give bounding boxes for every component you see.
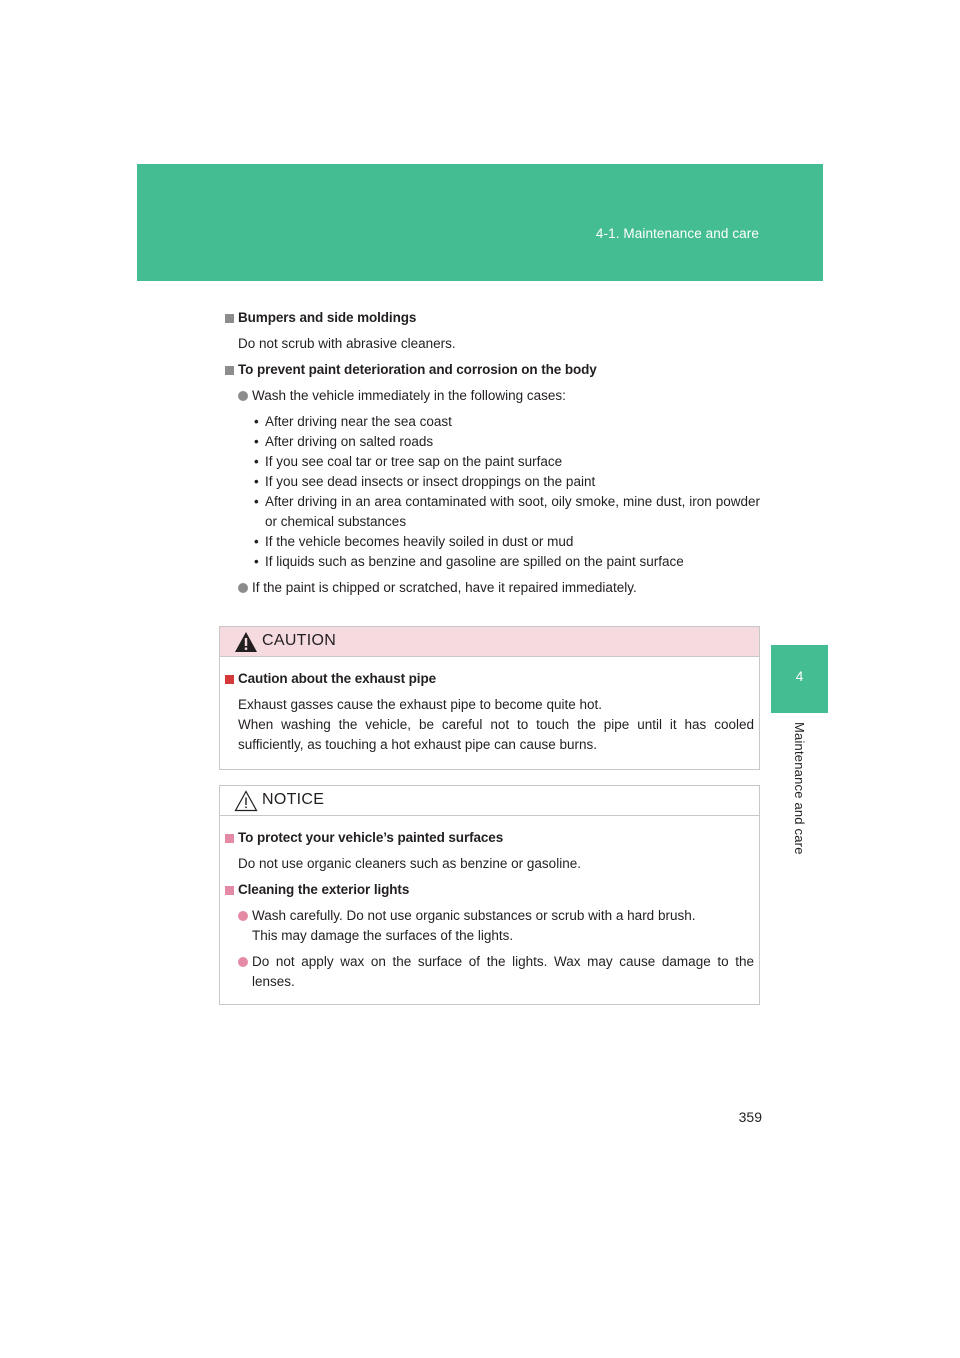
caution-line-1: Exhaust gasses cause the exhaust pipe to become quite hot.: [238, 697, 602, 712]
chapter-number: 4: [795, 668, 804, 684]
list-item: [224, 412, 760, 432]
circle-bullet-icon: [238, 391, 248, 401]
paint-heading-text: To prevent paint deterioration and corrosion on the body: [238, 362, 597, 377]
paint-bullet-wash: [224, 386, 760, 406]
bumpers-text: Do not scrub with abrasive cleaners.: [238, 336, 456, 351]
notice-text-painted: Do not use organic cleaners such as benzine or gasoline.: [238, 856, 581, 871]
caution-line-2: When washing the vehicle, be careful not to touch the pipe until it has cooled sufficiently, as touching a hot exhaust pipe can cause burns.: [238, 717, 754, 752]
paint-bullet-chipped: [224, 578, 760, 598]
caution-heading: [224, 669, 754, 689]
list-item: [224, 552, 760, 572]
list-item-text: If liquids such as benzine and gasoline are spilled on the paint surface: [265, 554, 684, 569]
circle-bullet-icon: [238, 911, 248, 921]
notice-bullet-wax: [224, 952, 754, 992]
paint-bullet-wash-text: Wash the vehicle immediately in the following cases:: [252, 388, 566, 403]
notice-heading-painted: [224, 828, 754, 848]
dot-marker-icon: •: [254, 474, 259, 489]
list-item: [224, 472, 760, 492]
dot-marker-icon: •: [254, 534, 259, 549]
notice-label: NOTICE: [262, 791, 325, 808]
square-bullet-icon: [225, 675, 234, 684]
main-content: [224, 308, 760, 598]
notice-bullet-wash-line-2: This may damage the surfaces of the lights.: [252, 928, 514, 943]
caution-header: [220, 627, 759, 657]
list-item: [224, 532, 760, 552]
notice-header: [220, 786, 759, 816]
notice-body: [220, 816, 759, 992]
page-number: 359: [738, 1109, 762, 1125]
paint-heading: [224, 360, 760, 380]
caution-heading-text: Caution about the exhaust pipe: [238, 671, 437, 686]
bumpers-heading-text: Bumpers and side moldings: [238, 310, 417, 325]
notice-bullet-wash-line-1: Wash carefully. Do not use organic substances or scrub with a hard brush.: [252, 908, 696, 923]
dot-marker-icon: •: [254, 434, 259, 449]
caution-body: [220, 657, 759, 755]
dot-marker-icon: •: [254, 454, 259, 469]
chapter-label: Maintenance and care: [792, 722, 807, 855]
notice-heading-lights: [224, 880, 754, 900]
list-item-text: After driving near the sea coast: [265, 414, 452, 429]
bumpers-heading: [224, 308, 760, 328]
square-bullet-icon: [225, 366, 234, 375]
notice-box: [219, 785, 760, 1005]
dot-marker-icon: •: [254, 494, 259, 509]
notice-heading-painted-text: To protect your vehicle’s painted surfaces: [238, 830, 504, 845]
caution-text: [224, 695, 754, 755]
notice-bullet-wax-text: Do not apply wax on the surface of the lights. Wax may cause damage to the lenses.: [252, 954, 754, 989]
warning-outline-icon: [234, 790, 258, 812]
caution-label: CAUTION: [262, 632, 337, 649]
notice-bullet-wash: [224, 906, 754, 946]
list-item-text: After driving on salted roads: [265, 434, 434, 449]
wash-cases-list: [224, 412, 760, 572]
notice-heading-lights-text: Cleaning the exterior lights: [238, 882, 410, 897]
chapter-header-band: [137, 164, 823, 281]
square-bullet-icon: [225, 834, 234, 843]
square-bullet-icon: [225, 886, 234, 895]
list-item: [224, 492, 760, 532]
list-item: [224, 432, 760, 452]
square-bullet-icon: [225, 314, 234, 323]
list-item-text: After driving in an area contaminated with soot, oily smoke, mine dust, iron powder or chemical substances: [265, 494, 760, 529]
circle-bullet-icon: [238, 957, 248, 967]
list-item: [224, 452, 760, 472]
circle-bullet-icon: [238, 583, 248, 593]
section-title: 4-1. Maintenance and care: [595, 226, 759, 241]
dot-marker-icon: •: [254, 414, 259, 429]
paint-bullet-chipped-text: If the paint is chipped or scratched, have it repaired immediately.: [252, 580, 637, 595]
warning-filled-icon: [234, 631, 258, 653]
caution-box: [219, 626, 760, 770]
list-item-text: If the vehicle becomes heavily soiled in dust or mud: [265, 534, 574, 549]
chapter-tab: [771, 645, 828, 713]
list-item-text: If you see dead insects or insect droppings on the paint: [265, 474, 596, 489]
dot-marker-icon: •: [254, 554, 259, 569]
list-item-text: If you see coal tar or tree sap on the paint surface: [265, 454, 563, 469]
